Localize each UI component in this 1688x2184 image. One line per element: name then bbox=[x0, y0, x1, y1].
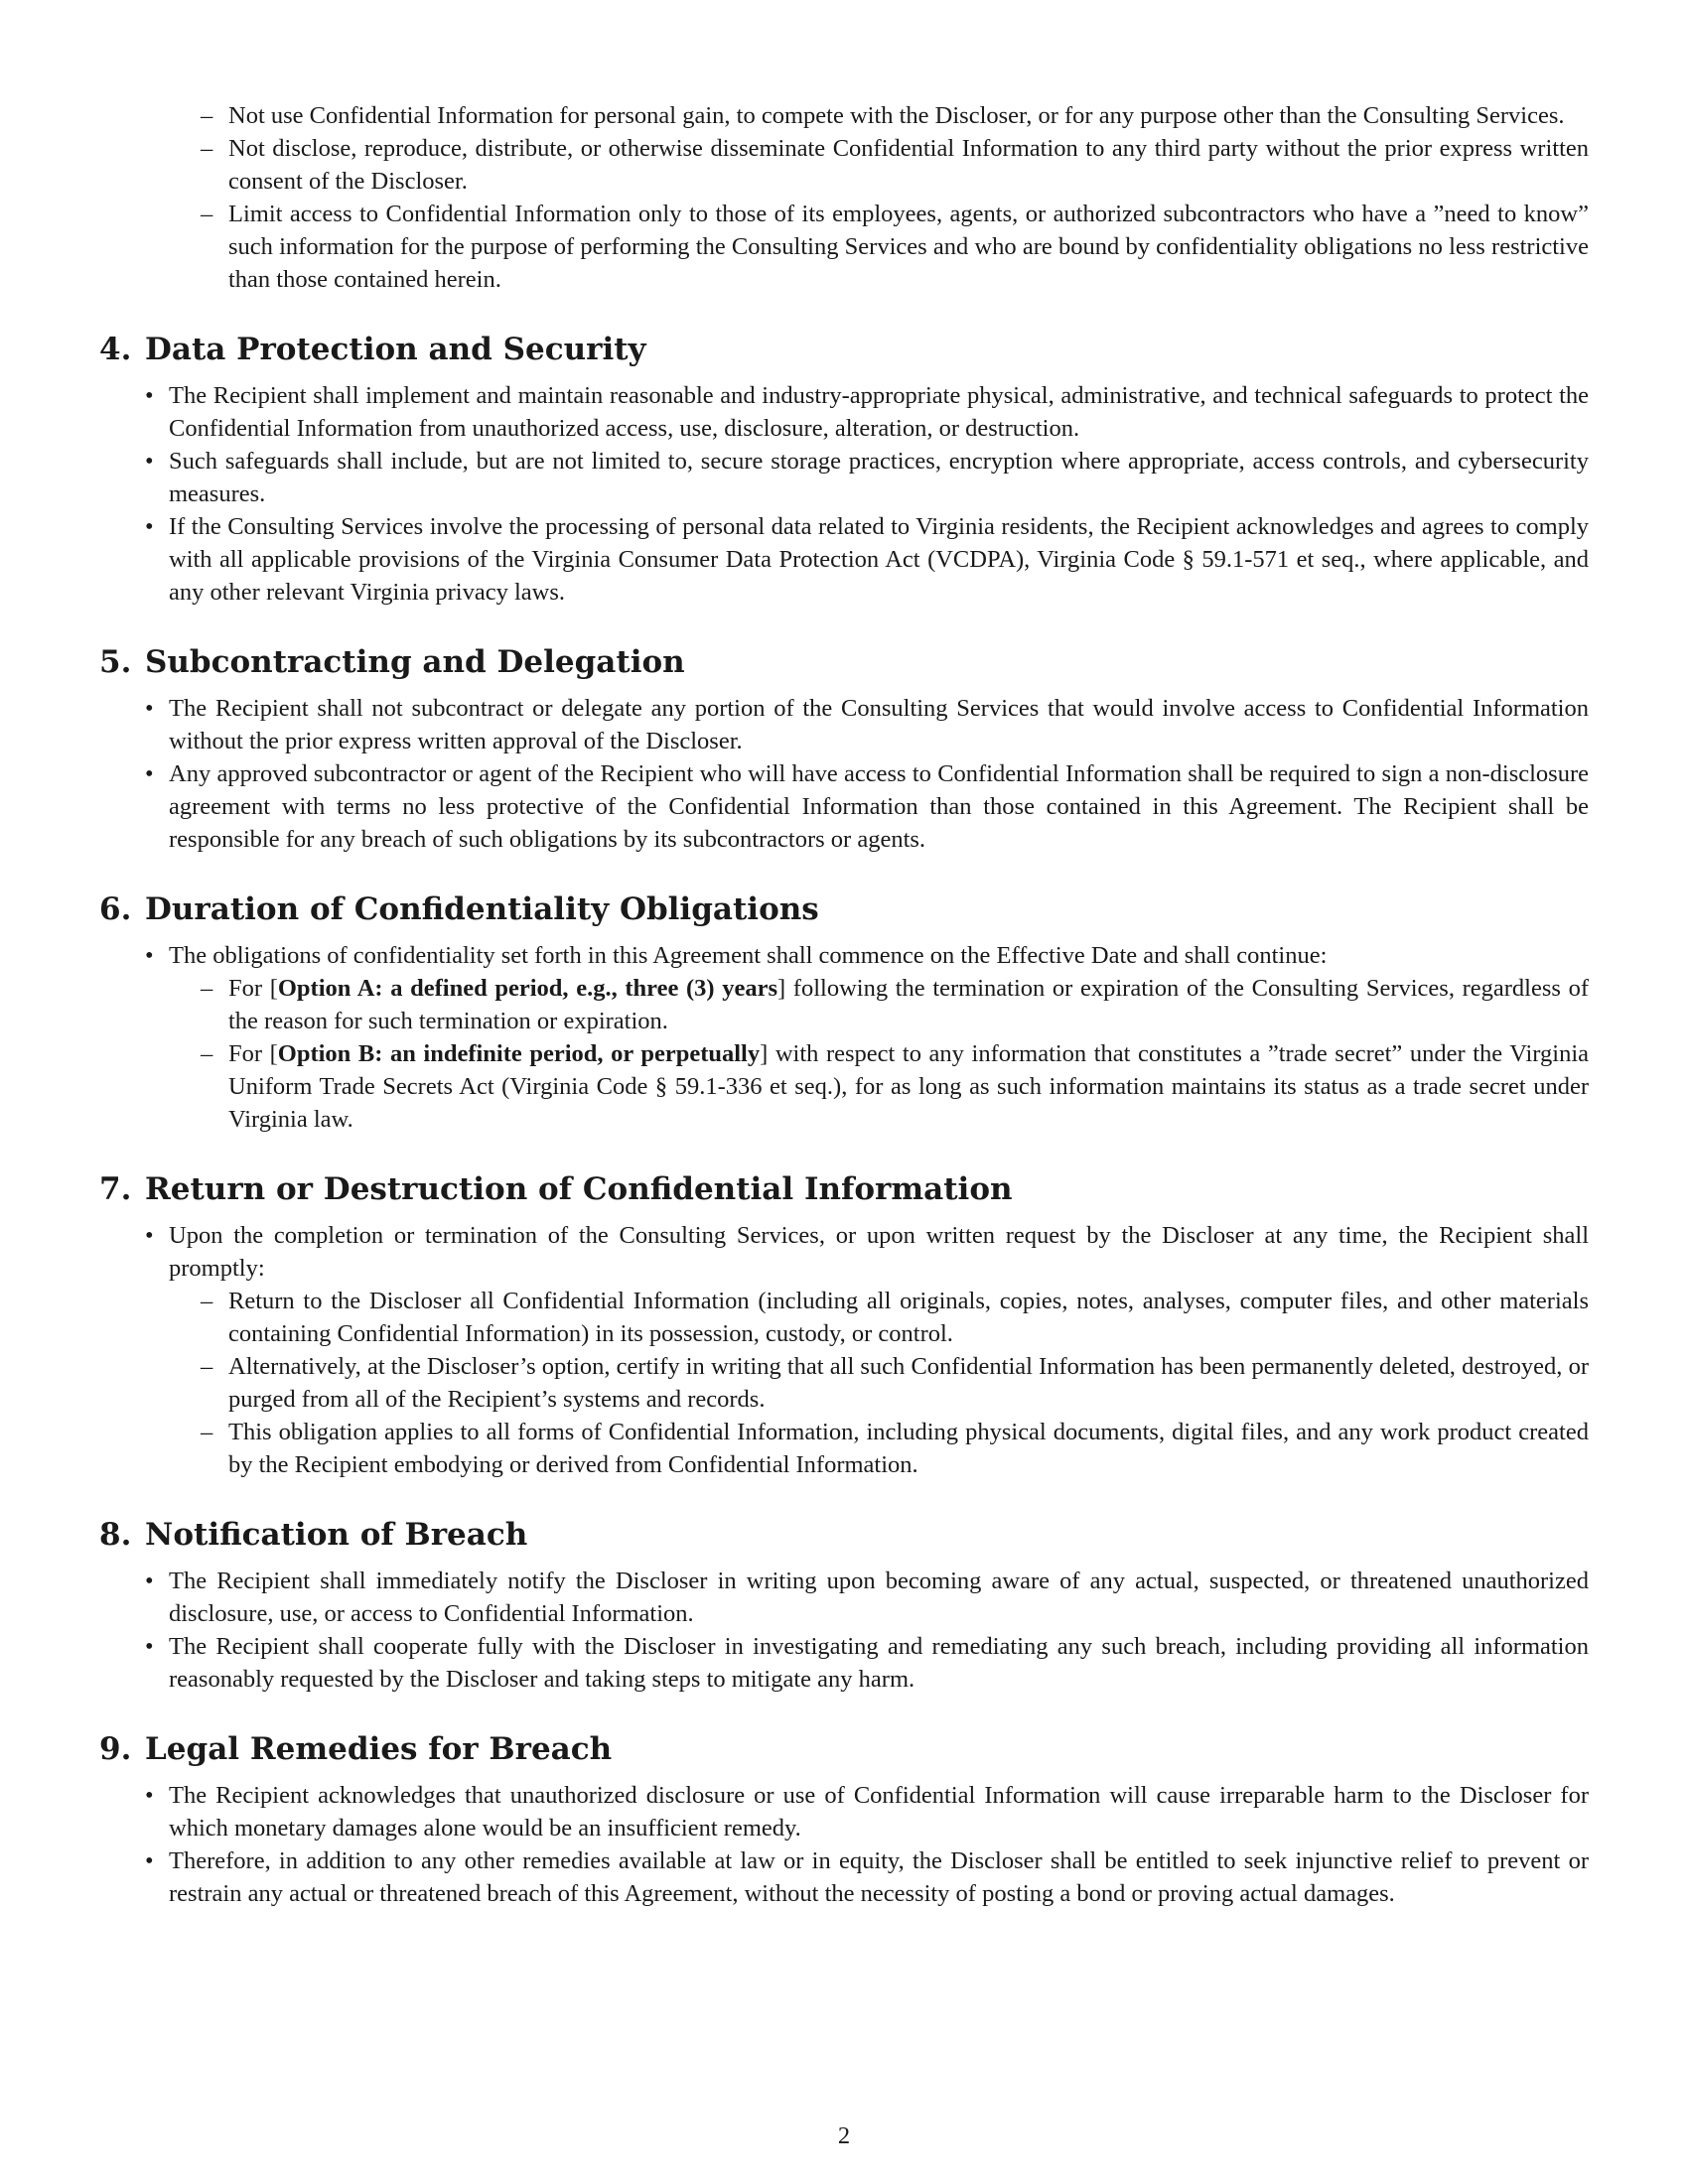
bullet-text: The obligations of confidentiality set forth in this Agreement shall commence on the Effective Date and shall continue: bbox=[169, 942, 1328, 969]
bullet-list bbox=[99, 1219, 1589, 1481]
document-page bbox=[99, 99, 1589, 1910]
bullet-list bbox=[99, 692, 1589, 856]
section-number: 8. bbox=[99, 1517, 132, 1553]
dash-item: – Not use Confidential Information for personal gain, to compete with the Discloser, or for any purpose other than the Consulting Services. bbox=[228, 99, 1589, 132]
bullet-item: • If the Consulting Services involve the processing of personal data related to Virginia residents, the Recipient acknowledges and agrees to comply with all applicable provisions of the Virginia Consumer Data Protection Act (VCDPA), Virginia Code § 59.1-571 et seq., where applicable, and any other relevant Virginia privacy laws. bbox=[169, 510, 1589, 609]
section-number: 4. bbox=[99, 332, 132, 367]
section-number: 6. bbox=[99, 891, 132, 927]
option-label: Option B: an indefinite period, or perpetually bbox=[277, 1040, 761, 1067]
bullet-list bbox=[99, 939, 1589, 1136]
option-text: ] with respect to any information that constitutes a ”trade secret” under the Virginia Uniform Trade Secrets Act (Virginia Code § 59.1-336 et seq.), for as long as such information maintains its status as a trade secret under Virginia law. bbox=[228, 1040, 1590, 1133]
section-heading bbox=[99, 1729, 1589, 1769]
option-list bbox=[169, 972, 1589, 1136]
bullet-item: • The Recipient shall implement and maintain reasonable and industry-appropriate physical, administrative, and technical safeguards to protect the Confidential Information from unauthorized access, use, disclosure, alteration, or destruction. bbox=[169, 379, 1589, 445]
bullet-text: Upon the completion or termination of the Consulting Services, or upon written request by the Discloser at any time, the Recipient shall promptly: bbox=[169, 1222, 1589, 1282]
bullet-item bbox=[169, 1219, 1589, 1481]
bullet-item: • The Recipient shall cooperate fully with the Discloser in investigating and remediating any such breach, including providing all information reasonably requested by the Discloser and taking steps to mitigate any harm. bbox=[169, 1630, 1589, 1696]
dash-item: – This obligation applies to all forms of Confidential Information, including physical documents, digital files, and any work product created by the Recipient embodying or derived from Confidential Information. bbox=[228, 1416, 1589, 1481]
bullet-item: • The Recipient shall immediately notify the Discloser in writing upon becoming aware of any actual, suspected, or threatened unauthorized disclosure, use, or access to Confidential Information. bbox=[169, 1565, 1589, 1630]
bullet-item: • The Recipient acknowledges that unauthorized disclosure or use of Confidential Information will cause irreparable harm to the Discloser for which monetary damages alone would be an insufficient remedy. bbox=[169, 1779, 1589, 1844]
dash-item: – Alternatively, at the Discloser’s option, certify in writing that all such Confidential Information has been permanently deleted, destroyed, or purged from all of the Recipient’s systems and records. bbox=[228, 1350, 1589, 1416]
option-item bbox=[228, 1037, 1589, 1136]
bullet-item: • Therefore, in addition to any other remedies available at law or in equity, the Discloser shall be entitled to seek injunctive relief to prevent or restrain any actual or threatened breach of this Agreement, without the necessity of posting a bond or proving actual damages. bbox=[169, 1844, 1589, 1910]
section-number: 7. bbox=[99, 1171, 132, 1207]
section-heading bbox=[99, 889, 1589, 929]
page-number: 2 bbox=[837, 2122, 851, 2149]
option-label: Option A: a defined period, e.g., three (3) years bbox=[277, 975, 777, 1002]
dash-list bbox=[169, 1285, 1589, 1481]
section-title: Notification of Breach bbox=[145, 1517, 528, 1553]
option-prefix: For [ bbox=[228, 975, 278, 1002]
section-heading bbox=[99, 1169, 1589, 1209]
dash-item: – Return to the Discloser all Confidential Information (including all originals, copies, notes, analyses, computer files, and other materials containing Confidential Information) in its possession, custody, or control. bbox=[228, 1285, 1589, 1350]
bullet-item: • Such safeguards shall include, but are not limited to, secure storage practices, encryption where appropriate, access controls, and cybersecurity measures. bbox=[169, 445, 1589, 510]
section-title: Data Protection and Security bbox=[145, 332, 646, 367]
option-prefix: For [ bbox=[228, 1040, 278, 1067]
section-title: Duration of Confidentiality Obligations bbox=[145, 891, 819, 927]
section-number: 5. bbox=[99, 644, 132, 680]
bullet-item: • The Recipient shall not subcontract or delegate any portion of the Consulting Services that would involve access to Confidential Information without the prior express written approval of the Discloser. bbox=[169, 692, 1589, 757]
section-heading bbox=[99, 1515, 1589, 1555]
dash-item: – Limit access to Confidential Information only to those of its employees, agents, or authorized subcontractors who have a ”need to know” such information for the purpose of performing the Consulting Services and who are bound by confidentiality obligations no less restrictive than those contained herein. bbox=[228, 198, 1589, 296]
section-title: Legal Remedies for Breach bbox=[145, 1731, 613, 1767]
section-title: Subcontracting and Delegation bbox=[145, 644, 685, 680]
bullet-list bbox=[99, 1565, 1589, 1696]
section-title: Return or Destruction of Confidential Information bbox=[145, 1171, 1013, 1207]
section-heading bbox=[99, 330, 1589, 369]
dash-item: – Not disclose, reproduce, distribute, or otherwise disseminate Confidential Information to any third party without the prior express written consent of the Discloser. bbox=[228, 132, 1589, 198]
bullet-list bbox=[99, 1779, 1589, 1910]
option-text: ] following the termination or expiration of the Consulting Services, regardless of the reason for such termination or expiration. bbox=[228, 975, 1589, 1034]
option-item bbox=[228, 972, 1589, 1037]
bullet-item: • Any approved subcontractor or agent of the Recipient who will have access to Confidential Information shall be required to sign a non-disclosure agreement with terms no less protective of the Confidential Information than those contained in this Agreement. The Recipient shall be responsible for any breach of such obligations by its subcontractors or agents. bbox=[169, 757, 1589, 856]
intro-dash-list bbox=[99, 99, 1589, 296]
section-heading bbox=[99, 642, 1589, 682]
bullet-item bbox=[169, 939, 1589, 1136]
bullet-list bbox=[99, 379, 1589, 609]
section-number: 9. bbox=[99, 1731, 132, 1767]
